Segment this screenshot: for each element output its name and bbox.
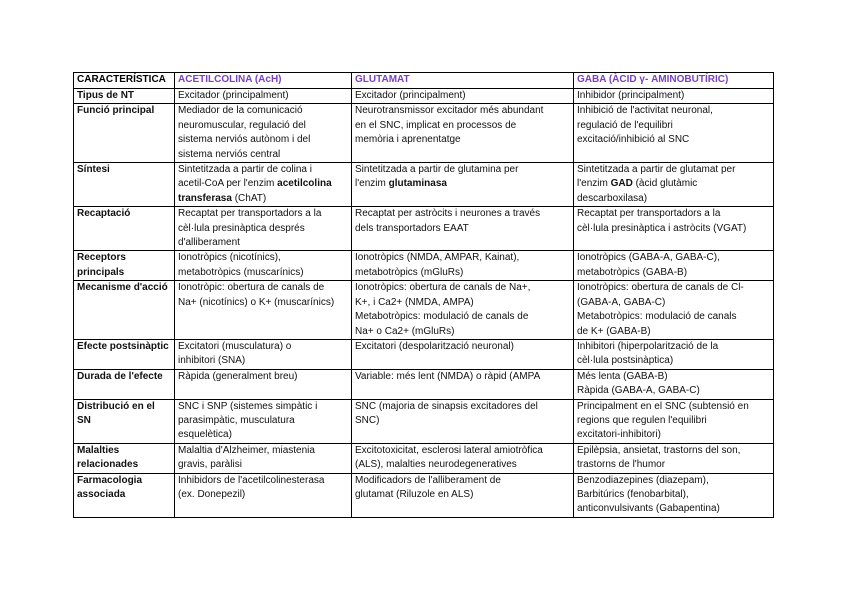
- cell-ach: [175, 443, 352, 473]
- cell-line: Modificadors de l'alliberament de: [355, 474, 501, 486]
- cell-gaba: [574, 369, 774, 399]
- cell-gaba: [574, 251, 774, 281]
- text-run: (ChAT): [231, 192, 267, 204]
- cell-ach: [175, 207, 352, 251]
- cell-line: Na+ o Ca2+ (mGluRs): [355, 325, 455, 337]
- cell-line: Sintetitzada a partir de colina i: [178, 164, 312, 176]
- cell-line: Barbitúrics (fenobarbital),: [577, 488, 689, 500]
- cell-line: regulació de l'equilibri: [577, 119, 673, 131]
- row-label-distribucio: Distribució en el SN: [74, 399, 175, 443]
- cell-gaba: [574, 399, 774, 443]
- cell-line: Excitador (principalment): [178, 90, 289, 101]
- cell-glu: [352, 369, 574, 399]
- cell-line: Sintetitzada a partir de glutamat per: [577, 164, 736, 176]
- cell-ach: [175, 89, 352, 104]
- cell-line: Inhibidors de l'acetilcolinesterasa: [178, 474, 325, 486]
- cell-ach: [175, 251, 352, 281]
- cell-glu: [352, 443, 574, 473]
- cell-line: Metabotròpics: modulació de canals: [577, 311, 737, 323]
- cell-line: glutamat (Riluzole en ALS): [355, 488, 474, 500]
- cell-line: Sintetitzada a partir de glutamina per: [355, 164, 519, 176]
- table-row: [74, 473, 774, 517]
- cell-line: metabotròpics (mGluRs): [355, 266, 464, 278]
- header-acetilcolina: ACETILCOLINA (AcH): [175, 73, 352, 89]
- cell-line: Ràpida (generalment breu): [178, 370, 298, 382]
- cell-line: Excitador (principalment): [355, 90, 466, 101]
- cell-gaba: [574, 281, 774, 340]
- row-label-sintesi: Síntesi: [74, 163, 175, 207]
- header-gaba: GABA (ÀCID γ- AMINOBUTÍRIC): [574, 73, 774, 89]
- cell-gaba: [574, 207, 774, 251]
- row-label-recaptacio: Recaptació: [74, 207, 175, 251]
- cell-line: Recaptat per transportadors a la: [178, 208, 322, 220]
- cell-glu: [352, 251, 574, 281]
- cell-line: descarboxilasa): [577, 192, 648, 204]
- cell-line: metabotròpics (GABA-B): [577, 266, 688, 278]
- table-row: [74, 443, 774, 473]
- cell-line: Ionotròpics (GABA-A, GABA-C),: [577, 252, 720, 264]
- cell-line: Inhibició de l'activitat neuronal,: [577, 105, 713, 117]
- cell-line: K+, i Ca2+ (NMDA, AMPA): [355, 296, 474, 308]
- cell-glu: [352, 281, 574, 340]
- cell-ach: [175, 399, 352, 443]
- neurotransmitter-comparison-table: [73, 72, 774, 518]
- row-label-farmacologia: Farmacologia associada: [74, 473, 175, 517]
- cell-line: d'alliberament: [178, 237, 240, 249]
- cell-gaba: [574, 473, 774, 517]
- row-label-tipus: Tipus de NT: [74, 89, 175, 104]
- cell-glu: [352, 163, 574, 207]
- header-characteristic: CARACTERÍSTICA: [74, 73, 175, 89]
- cell-line: Inhibidor (principalment): [577, 90, 685, 101]
- cell-line: (ALS), malalties neurodegeneratives: [355, 459, 517, 471]
- cell-line: Excitatori (despolarització neuronal): [355, 340, 514, 352]
- cell-line: Ionotròpics (NMDA, AMPAR, Kainat),: [355, 252, 520, 264]
- cell-line: esquelètica): [178, 429, 232, 441]
- cell-line: metabotròpics (muscarínics): [178, 266, 304, 278]
- cell-line: inhibitori (SNA): [178, 355, 246, 367]
- cell-line: Ionotròpics: obertura de canals de Na+,: [355, 282, 531, 294]
- table-row: [74, 339, 774, 369]
- cell-line: Benzodiazepines (diazepam),: [577, 474, 709, 486]
- header-glutamat: GLUTAMAT: [352, 73, 574, 89]
- table-row: [74, 163, 774, 207]
- table-row: [74, 251, 774, 281]
- row-label-funcio: Funció principal: [74, 104, 175, 163]
- cell-glu: [352, 104, 574, 163]
- table-row: [74, 104, 774, 163]
- cell-line: (ex. Donepezil): [178, 488, 246, 500]
- cell-line: Epilèpsia, ansietat, trastorns del son,: [577, 444, 741, 456]
- cell-line: Malaltia d'Alzheimer, miastenia: [178, 444, 315, 456]
- cell-line: neuromuscular, regulació del: [178, 119, 306, 131]
- row-label-efecte: Efecte postsinàptic: [74, 339, 175, 369]
- cell-ach: [175, 104, 352, 163]
- cell-line: Excitatori (musculatura) o: [178, 340, 292, 352]
- cell-gaba: [574, 339, 774, 369]
- cell-line: cèl·lula presinàptica després: [178, 222, 305, 234]
- table-row: [74, 207, 774, 251]
- cell-ach: [175, 281, 352, 340]
- cell-gaba: [574, 163, 774, 207]
- cell-line: de K+ (GABA-B): [577, 325, 651, 337]
- cell-glu: [352, 473, 574, 517]
- cell-line: anticonvulsivants (Gabapentina): [577, 503, 720, 515]
- cell-line: Ionotròpic: obertura de canals de: [178, 282, 325, 294]
- table-row: [74, 369, 774, 399]
- cell-ach: [175, 473, 352, 517]
- text-run: l'enzim: [577, 178, 611, 190]
- cell-line: memòria i aprenentatge: [355, 134, 461, 146]
- cell-glu: [352, 89, 574, 104]
- cell-line: Mediador de la comunicació: [178, 105, 303, 117]
- table-row: [74, 281, 774, 340]
- cell-glu: [352, 339, 574, 369]
- cell-line: Recaptat per astròcits i neurones a través: [355, 208, 541, 220]
- cell-line: Metabotròpics: modulació de canals de: [355, 311, 529, 323]
- text-run: l'enzim: [355, 178, 389, 190]
- cell-line: trastorns de l'humor: [577, 459, 666, 471]
- cell-line: SNC (majoria de sinapsis excitadores del: [355, 400, 538, 412]
- cell-gaba: [574, 104, 774, 163]
- cell-line: [577, 177, 770, 191]
- cell-line: Variable: més lent (NMDA) o ràpid (AMPA: [355, 370, 541, 382]
- cell-line: gravis, paràlisi: [178, 459, 242, 471]
- cell-line: [178, 192, 348, 206]
- cell-line: Ràpida (GABA-A, GABA-C): [577, 385, 700, 397]
- cell-line: parasimpàtic, musculatura: [178, 414, 295, 426]
- cell-line: [355, 177, 570, 191]
- cell-line: excitació/inhibició al SNC: [577, 134, 690, 146]
- cell-line: cèl·lula postsinàptica): [577, 355, 674, 367]
- row-label-malalties: Malalties relacionades: [74, 443, 175, 473]
- cell-line: en el SNC, implicat en processos de: [355, 119, 517, 131]
- cell-line: SNC i SNP (sistemes simpàtic i: [178, 400, 318, 412]
- text-run: acetil-CoA per l'enzim: [178, 178, 278, 190]
- enzyme-name: glutaminasa: [388, 178, 447, 190]
- cell-gaba: [574, 89, 774, 104]
- cell-line: (GABA-A, GABA-C): [577, 296, 666, 308]
- cell-glu: [352, 207, 574, 251]
- row-label-mecanisme: Mecanisme d'acció: [74, 281, 175, 340]
- cell-line: Més lenta (GABA-B): [577, 370, 668, 382]
- cell-line: Principalment en el SNC (subtensió en: [577, 400, 749, 412]
- cell-ach: [175, 163, 352, 207]
- cell-line: sistema nerviós autònom i del: [178, 134, 311, 146]
- cell-line: regions que regulen l'equilibri: [577, 414, 707, 426]
- cell-line: Na+ (nicotínics) o K+ (muscarínics): [178, 296, 335, 308]
- cell-line: sistema nerviós central: [178, 148, 281, 160]
- enzyme-name: GAD: [610, 178, 633, 190]
- table-row: [74, 399, 774, 443]
- cell-ach: [175, 369, 352, 399]
- table-header-row: [74, 73, 774, 89]
- row-label-receptors: Receptors principals: [74, 251, 175, 281]
- cell-glu: [352, 399, 574, 443]
- cell-line: dels transportadors EAAT: [355, 222, 469, 234]
- cell-line: Neurotransmissor excitador més abundant: [355, 105, 544, 117]
- cell-gaba: [574, 443, 774, 473]
- cell-line: SNC): [355, 414, 380, 426]
- table-row: [74, 89, 774, 104]
- cell-line: Excitotoxicitat, esclerosi lateral amiotròfica: [355, 444, 543, 456]
- text-run: (àcid glutàmic: [632, 178, 698, 190]
- enzyme-name: acetilcolina: [277, 178, 332, 190]
- cell-line: Inhibitori (hiperpolarització de la: [577, 340, 719, 352]
- cell-line: Ionotròpics: obertura de canals de Cl-: [577, 282, 744, 294]
- cell-line: [178, 177, 348, 191]
- enzyme-name: transferasa: [178, 192, 232, 204]
- cell-line: Ionotròpics (nicotínics),: [178, 252, 281, 264]
- row-label-durada: Durada de l'efecte: [74, 369, 175, 399]
- cell-line: Recaptat per transportadors a la: [577, 208, 721, 220]
- cell-ach: [175, 339, 352, 369]
- cell-line: cèl·lula presinàptica i astròcits (VGAT): [577, 222, 747, 234]
- cell-line: excitatori-inhibitori): [577, 429, 661, 441]
